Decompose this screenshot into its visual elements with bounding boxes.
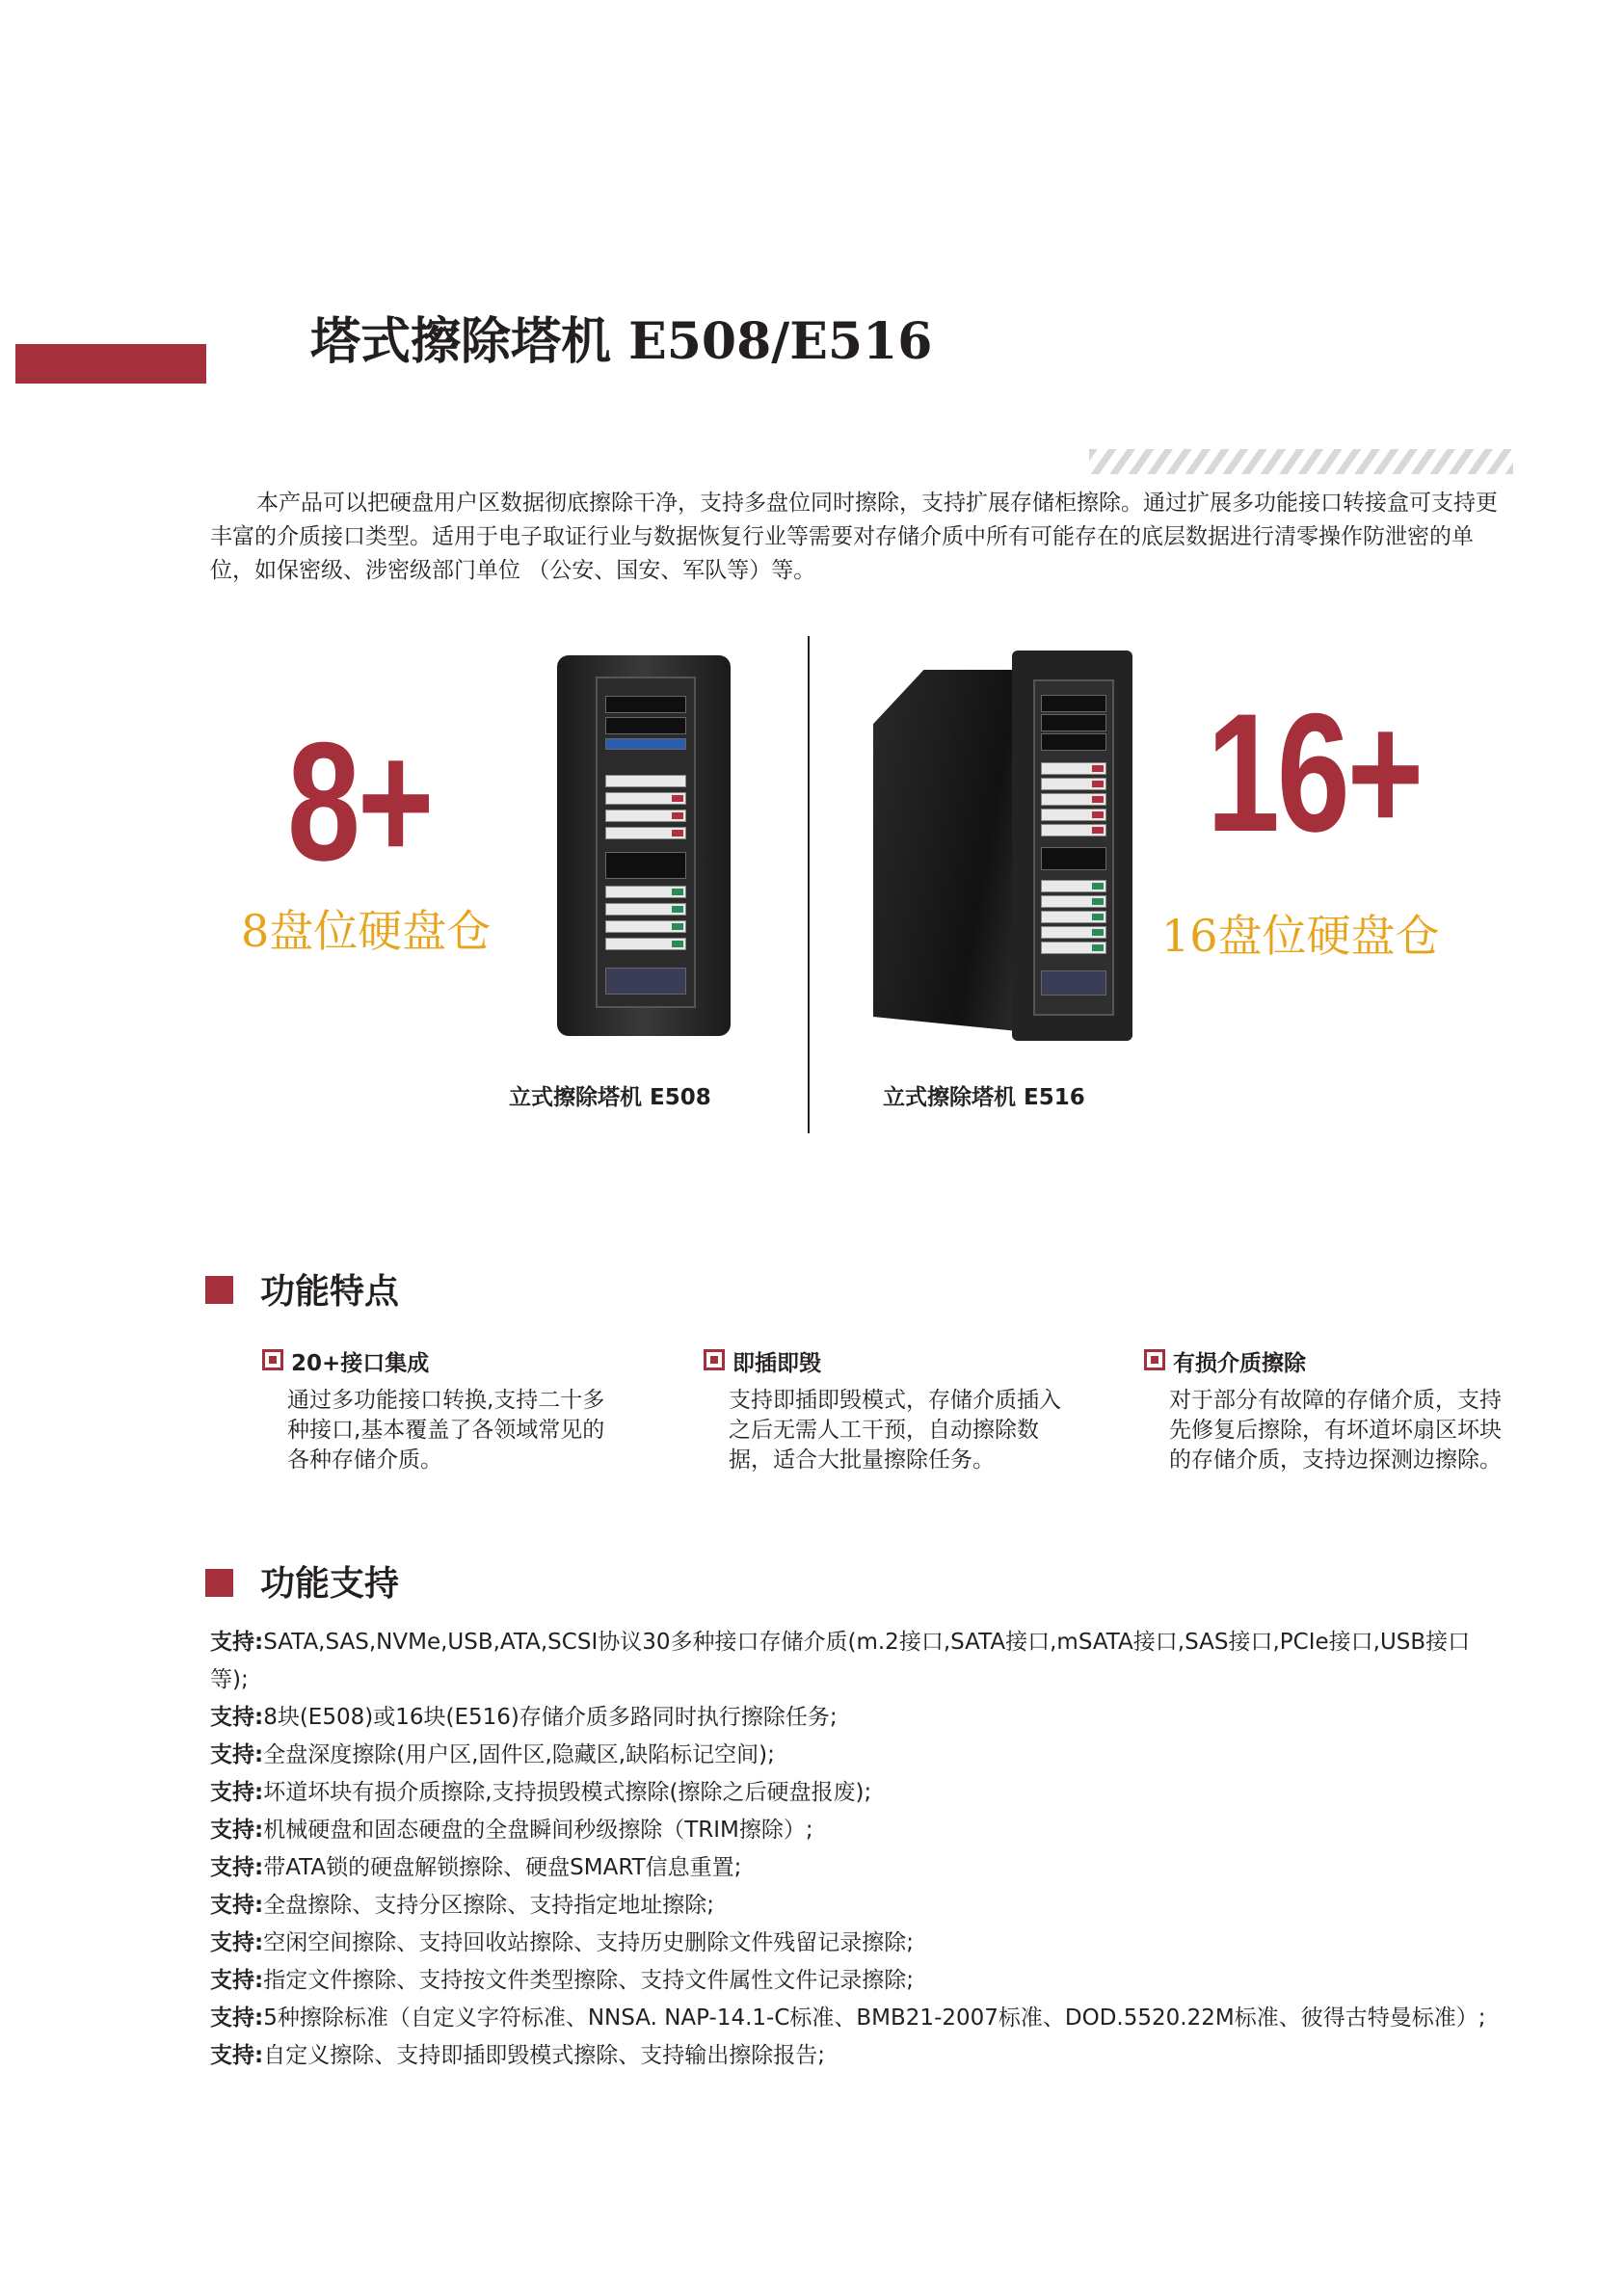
support-item-text: 坏道坏块有损介质擦除,支持损毁模式擦除(擦除之后硬盘报废); [263, 1780, 872, 1805]
support-item-text: 带ATA锁的硬盘解锁擦除、硬盘SMART信息重置; [263, 1855, 742, 1880]
support-item-label: 支持: [210, 1968, 264, 1993]
support-item-label: 支持: [210, 1818, 264, 1843]
e516-bay-count: 16+ [1207, 679, 1422, 867]
support-item-label: 支持: [210, 1742, 264, 1767]
support-item-text: 指定文件擦除、支持按文件类型擦除、支持文件属性文件记录擦除; [263, 1968, 914, 1993]
support-list [210, 1624, 1502, 2075]
e508-caption: 立式擦除塔机 E508 [509, 1085, 711, 1110]
support-item [210, 2000, 1502, 2037]
feature-title: 有损介质擦除 [1173, 1351, 1306, 1376]
support-item [210, 1737, 1502, 1774]
feature-title: 20+接口集成 [291, 1351, 430, 1376]
feature-icon [1144, 1349, 1165, 1370]
e516-bay-label: 16盘位硬盘仓 [1161, 910, 1440, 962]
e516-tower-image [867, 641, 1147, 1050]
feature-title: 即插即毁 [732, 1351, 821, 1376]
features-section-title: 功能特点 [260, 1272, 400, 1312]
support-item-text: 8块(E508)或16块(E516)存储介质多路同时执行擦除任务; [263, 1705, 838, 1730]
support-item-text: 机械硬盘和固态硬盘的全盘瞬间秒级擦除（TRIM擦除）; [263, 1818, 813, 1843]
intro-paragraph: 本产品可以把硬盘用户区数据彻底擦除干净，支持多盘位同时擦除，支持扩展存储柜擦除。通过扩展多功能接口转接盒可支持更丰富的介质接口类型。适用于电子取证行业与数据恢复行业等需要对存储介质中所有可能存在的底层数据进行清零操作防泄密的单位，如保密级、涉密级部门单位 （公安、国安、军队等）等。 [210, 491, 1498, 583]
decorative-stripes [1089, 449, 1513, 474]
support-item-text: 全盘深度擦除(用户区,固件区,隐藏区,缺陷标记空间); [263, 1742, 775, 1767]
support-item-label: 支持: [210, 1780, 264, 1805]
support-item-text: 空闲空间擦除、支持回收站擦除、支持历史删除文件残留记录擦除; [263, 1930, 914, 1955]
feature-description: 通过多功能接口转换,支持二十多种接口,基本覆盖了各领域常见的各种存储介质。 [287, 1388, 605, 1473]
e516-caption: 立式擦除塔机 E516 [883, 1085, 1085, 1110]
support-item [210, 1887, 1502, 1925]
support-item [210, 2037, 1502, 2075]
feature-description: 支持即插即毁模式，存储介质插入之后无需人工干预，自动擦除数据，适合大批量擦除任务。 [729, 1388, 1061, 1473]
support-item-text: 全盘擦除、支持分区擦除、支持指定地址擦除; [263, 1893, 714, 1918]
support-item [210, 1624, 1502, 1699]
support-item-label: 支持: [210, 1630, 264, 1655]
support-item-label: 支持: [210, 1855, 264, 1880]
support-item [210, 1849, 1502, 1887]
support-item-label: 支持: [210, 1930, 264, 1955]
product-divider [808, 636, 810, 1133]
support-item [210, 1699, 1502, 1737]
feature-icon [262, 1349, 283, 1370]
features-section-marker [205, 1276, 233, 1304]
header-accent-bar [15, 344, 206, 384]
support-item [210, 1962, 1502, 2000]
feature-icon [704, 1349, 725, 1370]
support-item [210, 1925, 1502, 1962]
support-item-label: 支持: [210, 1705, 264, 1730]
support-item-text: 5种擦除标准（自定义字符标准、NNSA. NAP-14.1-C标准、BMB21-2007标准、DOD.5520.22M标准、彼得古特曼标准）; [263, 2005, 1486, 2031]
support-item-label: 支持: [210, 2043, 264, 2068]
support-item-label: 支持: [210, 1893, 264, 1918]
support-item [210, 1774, 1502, 1812]
support-section-marker [205, 1569, 233, 1597]
e508-bay-label: 8盘位硬盘仓 [241, 905, 492, 957]
support-item-text: 自定义擦除、支持即插即毁模式擦除、支持输出擦除报告; [263, 2043, 825, 2068]
page-title: 塔式擦除塔机 E508/E516 [310, 312, 933, 371]
feature-description: 对于部分有故障的存储介质，支持先修复后擦除，有坏道坏扇区坏块的存储介质，支持边探测边擦除。 [1169, 1388, 1502, 1473]
support-item [210, 1812, 1502, 1849]
support-section-title: 功能支持 [260, 1564, 400, 1604]
e508-tower-image [549, 648, 738, 1038]
support-item-label: 支持: [210, 2005, 264, 2031]
e508-bay-count: 8+ [287, 708, 432, 896]
support-item-text: SATA,SAS,NVMe,USB,ATA,SCSI协议30多种接口存储介质(m.2接口,SATA接口,mSATA接口,SAS接口,PCIe接口,USB接口等); [210, 1630, 1471, 1692]
